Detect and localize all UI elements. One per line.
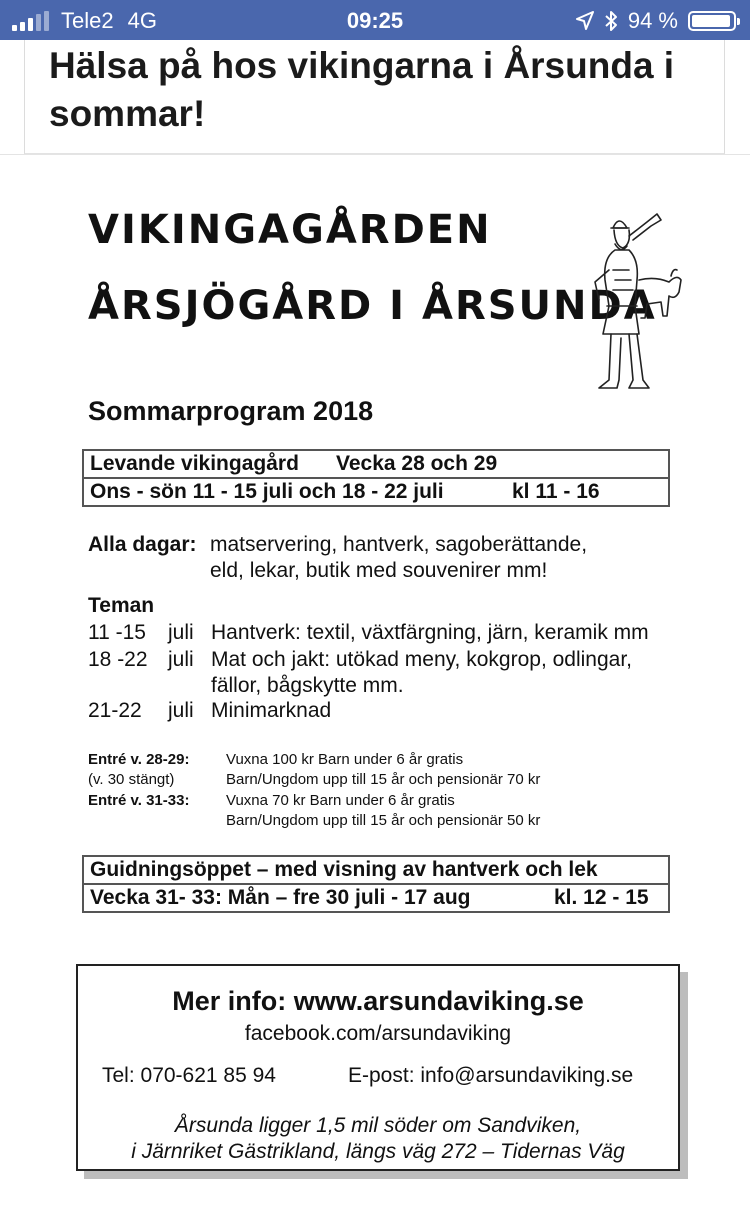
tema-unit: juli	[168, 648, 194, 671]
box2-row1-text: Guidningsöppet – med visning av hantverk och lek	[90, 858, 598, 881]
info-more: Mer info: www.arsundaviking.se	[172, 986, 584, 1016]
poster-image[interactable]	[0, 155, 750, 1205]
entre-text: Barn/Ungdom upp till 15 år och pensionär 50 kr	[226, 812, 541, 829]
tema-text: Minimarknad	[211, 699, 332, 722]
poster-heading-line2: ÅRSJÖGÅRD I ÅRSUNDA	[88, 283, 657, 329]
box1-row1	[84, 451, 668, 477]
entre-label: Entré v. 31-33:	[88, 792, 190, 809]
box2-row1	[84, 857, 668, 883]
box2-row2	[84, 883, 668, 911]
teman-label: Teman	[88, 594, 155, 617]
alla-dagar-text-2: eld, lekar, butik med souvenirer mm!	[210, 559, 548, 582]
entre-text: Vuxna 100 kr Barn under 6 år gratis	[226, 751, 464, 768]
entre-text: Barn/Ungdom upp till 15 år och pensionär 70 kr	[226, 771, 541, 788]
box2-row2-a: Vecka 31- 33: Mån – fre 30 juli - 17 aug	[90, 886, 471, 909]
bluetooth-icon	[604, 10, 618, 32]
post-title: Hälsa på hos vikingarna i Årsunda i sommar!	[49, 45, 675, 134]
entre-label: (v. 30 stängt)	[88, 771, 175, 788]
box1-row1-a: Levande vikingagård	[90, 452, 299, 475]
info-location-2: i Järnriket Gästrikland, längs väg 272 – Tidernas Väg	[131, 1140, 625, 1163]
schedule-box-2	[82, 855, 670, 913]
schedule-box-1	[82, 449, 670, 507]
alla-dagar-label: Alla dagar:	[88, 533, 197, 556]
info-facebook: facebook.com/arsundaviking	[244, 1022, 512, 1045]
info-location-1: Årsunda ligger 1,5 mil söder om Sandviken,	[174, 1114, 582, 1137]
carrier-label: Tele2	[61, 8, 114, 33]
network-label: 4G	[127, 8, 157, 33]
info-tel: Tel: 070-621 85 94	[102, 1064, 276, 1087]
box1-row2-a: Ons - sön 11 - 15 juli och 18 - 22 juli	[90, 480, 444, 503]
battery-percent: 94 %	[627, 8, 678, 33]
viking-illustration-icon	[585, 210, 685, 395]
tema-text: Hantverk: textil, växtfärgning, järn, keramik mm	[211, 621, 649, 644]
post-header	[24, 40, 725, 154]
info-box	[76, 964, 680, 1171]
tema-unit: juli	[168, 699, 194, 722]
tema-text: fällor, bågskytte mm.	[211, 674, 404, 697]
alla-dagar-text-1: matservering, hantverk, sagoberättande,	[210, 533, 588, 556]
battery-icon	[688, 11, 736, 31]
tema-date: 21-22	[88, 699, 142, 722]
poster-heading-line1: VIKINGAGÅRDEN	[88, 207, 492, 253]
tema-date: 18 -22	[88, 648, 148, 671]
entre-label: Entré v. 28-29:	[88, 751, 190, 768]
location-arrow-icon	[576, 11, 594, 31]
program-title: Sommarprogram 2018	[88, 396, 374, 426]
box1-row2	[84, 477, 668, 505]
tema-date: 11 -15	[88, 621, 146, 644]
clock: 09:25	[346, 8, 404, 33]
box2-row2-b: kl. 12 - 15	[554, 886, 649, 909]
status-right	[576, 8, 736, 34]
info-email: E-post: info@arsundaviking.se	[348, 1064, 634, 1087]
status-bar	[0, 0, 750, 40]
tema-text: Mat och jakt: utökad meny, kokgrop, odlingar,	[211, 648, 633, 671]
box1-row1-b: Vecka 28 och 29	[336, 452, 498, 475]
entre-text: Vuxna 70 kr Barn under 6 år gratis	[226, 792, 455, 809]
box1-row2-b: kl 11 - 16	[512, 480, 600, 503]
tema-unit: juli	[168, 621, 194, 644]
